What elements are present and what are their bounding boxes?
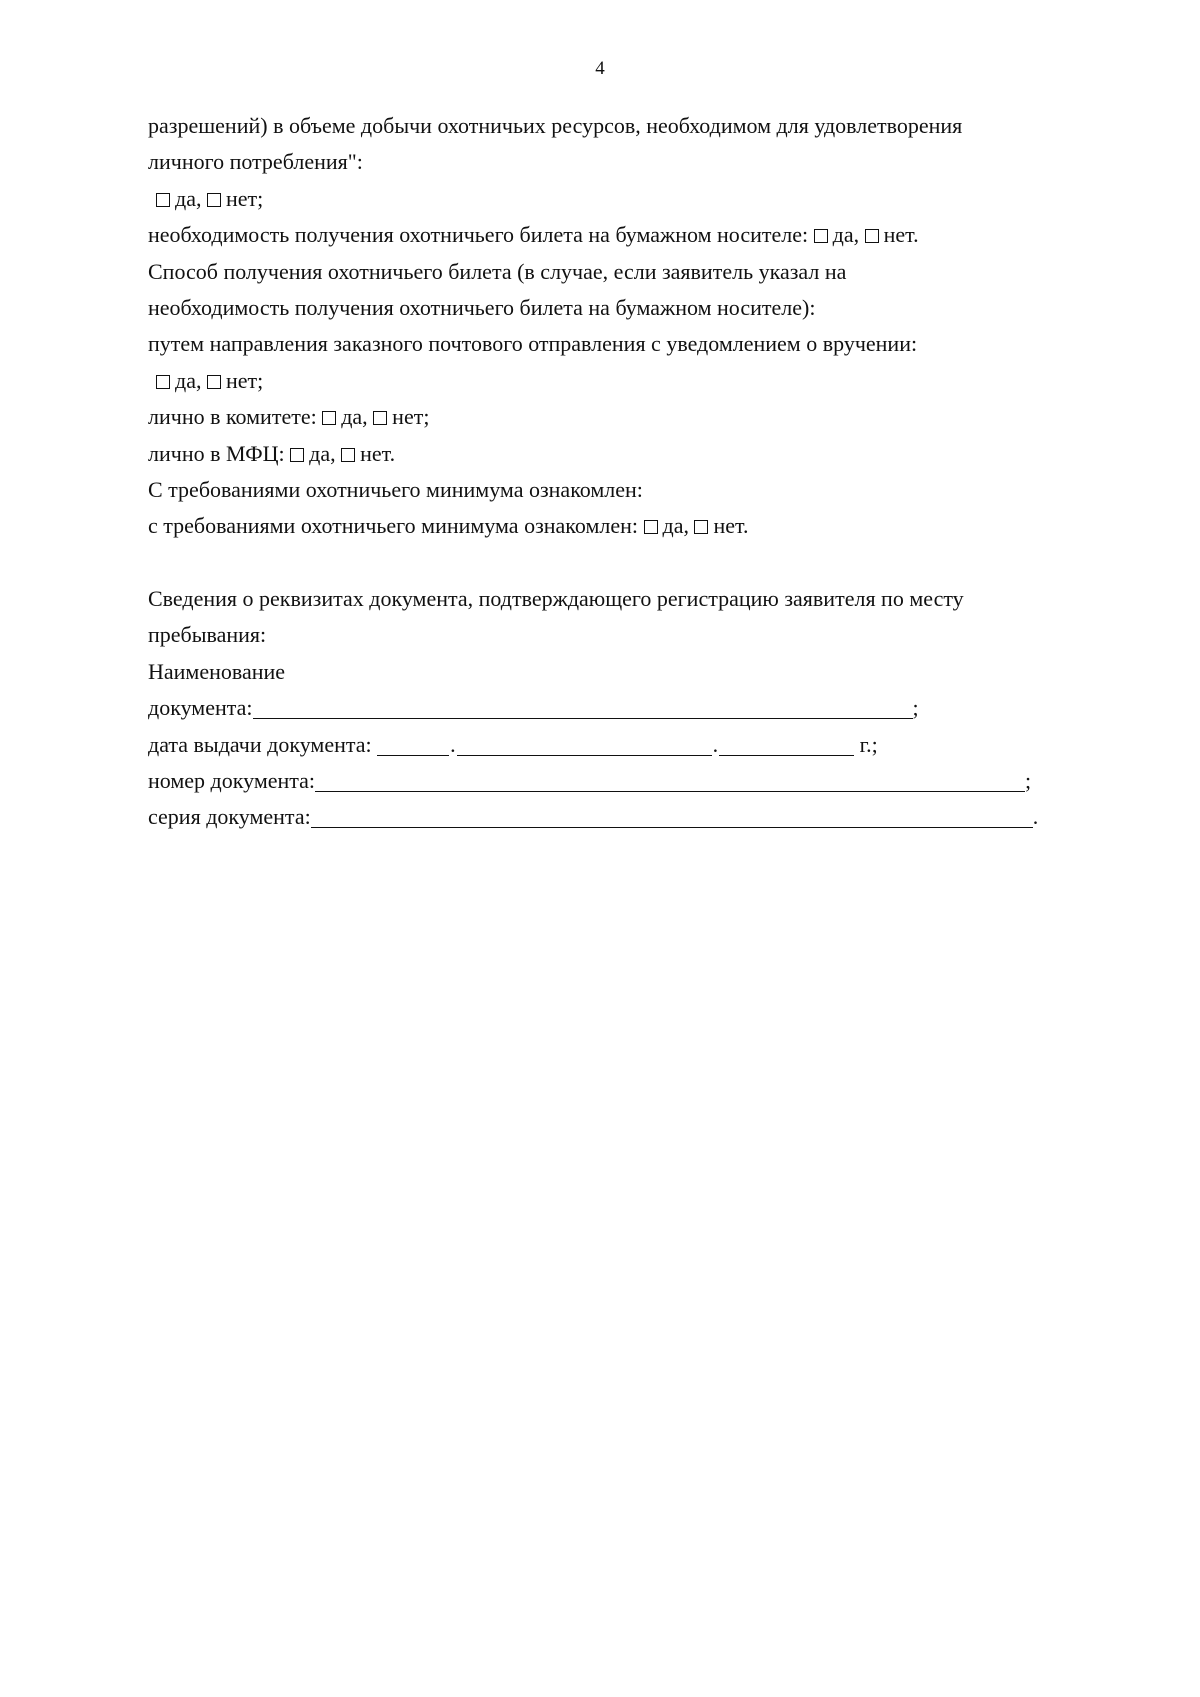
mfc-question bbox=[148, 436, 1068, 472]
page-number: 4 bbox=[595, 58, 605, 79]
checkbox-no[interactable] bbox=[207, 193, 221, 207]
committee-question bbox=[148, 399, 1068, 435]
separator: , bbox=[683, 513, 689, 539]
separator: , bbox=[330, 440, 336, 466]
separator: , bbox=[195, 367, 202, 393]
terminator: ; bbox=[1025, 768, 1032, 794]
separator: , bbox=[362, 404, 368, 430]
section-heading: Сведения о реквизитах документа, подтверждающего регистрацию заявителя по месту bbox=[148, 586, 964, 612]
document-series-field[interactable] bbox=[311, 807, 1033, 828]
option-no-label: нет bbox=[392, 404, 424, 430]
checkbox-yes[interactable] bbox=[156, 375, 170, 389]
issue-day-field[interactable] bbox=[377, 735, 449, 756]
issue-year-field[interactable] bbox=[719, 735, 854, 756]
checkbox-yes[interactable] bbox=[644, 520, 658, 534]
paragraph-line: путем направления заказного почтового отправления с уведомлением о вручении: bbox=[148, 331, 918, 357]
paragraph-line: разрешений) в объеме добычи охотничьих ресурсов, необходимом для удовлетворения bbox=[148, 113, 963, 138]
option-yes-label: да bbox=[175, 367, 196, 393]
option-yes-label: да bbox=[832, 222, 854, 248]
paper-ticket-question bbox=[148, 217, 1068, 253]
terminator: ; bbox=[423, 404, 430, 430]
paragraph-line: С требованиями охотничьего минимума ознакомлен: bbox=[148, 476, 643, 502]
option-yes-label: да bbox=[309, 440, 331, 466]
checkbox-no[interactable] bbox=[865, 229, 879, 243]
checkbox-no[interactable] bbox=[341, 448, 355, 462]
terminator: ; bbox=[257, 367, 264, 393]
document-number-row bbox=[148, 763, 1068, 799]
field-label: документа: bbox=[148, 695, 253, 721]
checkbox-yes[interactable] bbox=[814, 229, 828, 243]
checkbox-yes[interactable] bbox=[322, 411, 336, 425]
option-no-label: нет bbox=[225, 367, 258, 393]
document-body bbox=[148, 108, 1068, 836]
yes-no-options bbox=[148, 363, 1068, 399]
separator: , bbox=[853, 222, 860, 248]
separator: , bbox=[195, 185, 202, 211]
paragraph-line: Способ получения охотничьего билета (в случае, если заявитель указал на bbox=[148, 258, 847, 284]
separator: . bbox=[712, 731, 719, 757]
option-no-label: нет bbox=[713, 513, 743, 539]
field-label: Наименование bbox=[148, 658, 286, 684]
option-yes-label: да bbox=[662, 513, 684, 539]
document-name-row bbox=[148, 690, 1068, 726]
field-label: серия документа: bbox=[148, 804, 311, 830]
option-yes-label: да bbox=[341, 404, 363, 430]
question-text: лично в комитете: bbox=[148, 404, 317, 430]
paragraph-line: личного потребления": bbox=[148, 149, 363, 175]
terminator: . bbox=[742, 513, 749, 539]
checkbox-no[interactable] bbox=[373, 411, 387, 425]
option-no-label: нет bbox=[225, 185, 258, 211]
terminator: ; bbox=[257, 185, 264, 211]
document-number-field[interactable] bbox=[315, 771, 1025, 792]
terminator: . bbox=[389, 440, 396, 466]
document-name-field[interactable] bbox=[253, 698, 913, 719]
issue-month-field[interactable] bbox=[457, 735, 712, 756]
field-label: дата выдачи документа: bbox=[148, 731, 372, 757]
option-no-label: нет bbox=[883, 222, 914, 248]
checkbox-no[interactable] bbox=[207, 375, 221, 389]
paragraph-line: необходимость получения охотничьего билета на бумажном носителе): bbox=[148, 294, 816, 320]
checkbox-no[interactable] bbox=[694, 520, 708, 534]
question-text: лично в МФЦ: bbox=[148, 440, 285, 466]
terminator: ; bbox=[912, 695, 919, 721]
spacer bbox=[148, 545, 1068, 581]
field-label: номер документа: bbox=[148, 768, 316, 794]
section-heading: пребывания: bbox=[148, 622, 267, 648]
yes-no-options bbox=[148, 181, 1068, 217]
checkbox-yes[interactable] bbox=[156, 193, 170, 207]
checkbox-yes[interactable] bbox=[290, 448, 304, 462]
issue-date-row bbox=[148, 727, 1068, 763]
year-suffix: г.; bbox=[859, 731, 878, 757]
question-text: с требованиями охотничьего минимума ознакомлен: bbox=[148, 513, 638, 539]
question-text: необходимость получения охотничьего билета на бумажном носителе: bbox=[148, 222, 809, 248]
minimum-requirements-question bbox=[148, 508, 1068, 544]
option-no-label: нет bbox=[360, 440, 390, 466]
terminator: . bbox=[913, 222, 919, 248]
terminator: . bbox=[1032, 804, 1039, 830]
document-series-row bbox=[148, 799, 1068, 835]
separator: . bbox=[450, 731, 456, 757]
option-yes-label: да bbox=[175, 185, 196, 211]
